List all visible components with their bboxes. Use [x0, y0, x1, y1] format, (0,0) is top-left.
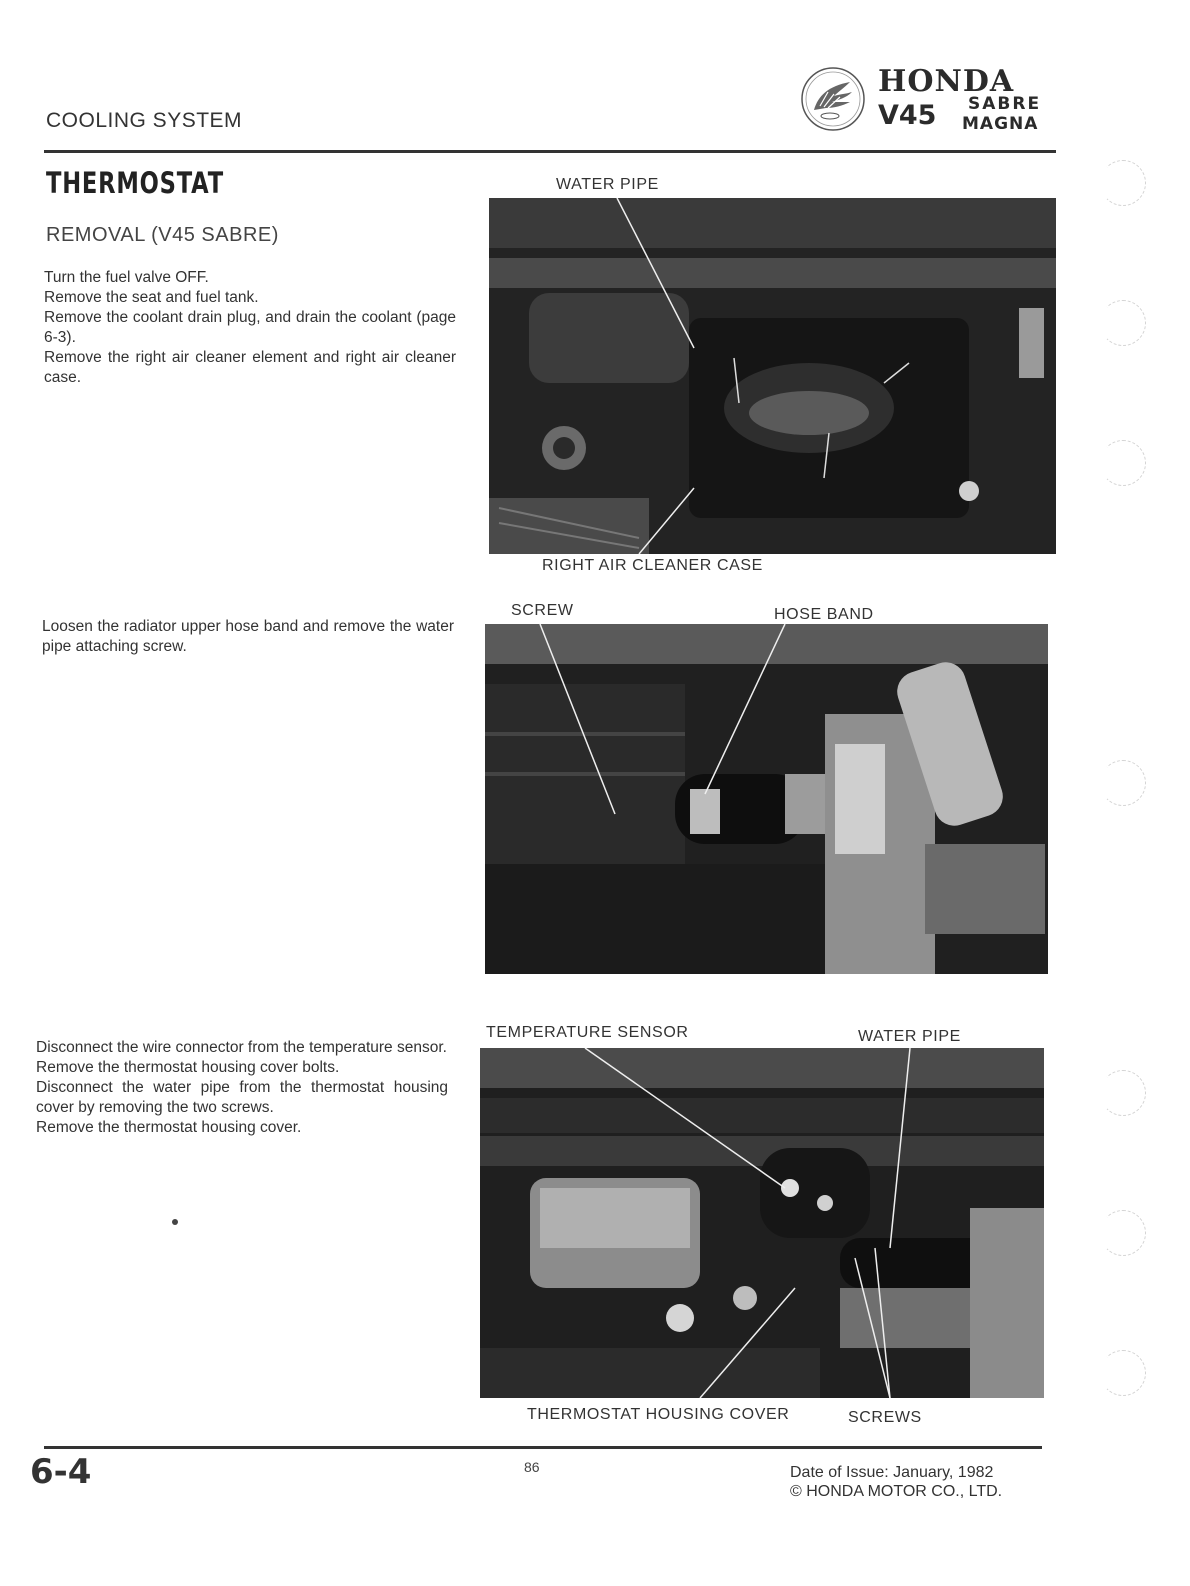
stray-mark [172, 1219, 178, 1225]
step-3-instructions [36, 1038, 448, 1138]
footer-rule [44, 1446, 1042, 1449]
photo-hose-band-screw [485, 624, 1048, 974]
binder-hole-mark [1100, 300, 1146, 346]
binder-hole-mark [1100, 160, 1146, 206]
instruction-line: Remove the thermostat housing cover bolts. [36, 1059, 340, 1076]
instruction-line: Remove the right air cleaner element and right air cleaner case. [44, 349, 456, 386]
instruction-line: Loosen the radiator upper hose band and remove the water pipe attaching screw. [42, 618, 454, 655]
copyright: © HONDA MOTOR CO., LTD. [790, 1483, 1003, 1500]
binder-hole-mark [1100, 1070, 1146, 1116]
binder-hole-mark [1100, 1350, 1146, 1396]
callout-right-air-cleaner-case: RIGHT AIR CLEANER CASE [542, 557, 763, 574]
page-subtitle: REMOVAL (V45 SABRE) [46, 224, 279, 246]
binder-hole-mark [1100, 760, 1146, 806]
header-rule [44, 150, 1056, 153]
photo-thermostat-housing [480, 1048, 1044, 1398]
instruction-line: Remove the seat and fuel tank. [44, 289, 259, 306]
logo-model: V45 [878, 100, 937, 131]
issue-date: Date of Issue: January, 1982 [790, 1464, 994, 1481]
callout-hose-band: HOSE BAND [774, 606, 874, 623]
step-1-instructions [44, 268, 456, 388]
instruction-line: Disconnect the water pipe from the thermostat housing cover by removing the two screws. [36, 1079, 448, 1116]
step-2-instructions [42, 617, 454, 657]
page-index: 86 [524, 1459, 540, 1475]
honda-v45-logo [800, 62, 1060, 138]
honda-wing-emblem-icon [800, 66, 866, 132]
photo-air-cleaner-case [489, 198, 1056, 554]
callout-screw: SCREW [511, 602, 574, 619]
instruction-line: Remove the thermostat housing cover. [36, 1119, 302, 1136]
callout-temperature-sensor: TEMPERATURE SENSOR [486, 1024, 689, 1041]
instruction-line: Remove the coolant drain plug, and drain the coolant (page 6-3). [44, 309, 456, 346]
binder-hole-mark [1100, 440, 1146, 486]
page-title: THERMOSTAT [46, 166, 224, 200]
logo-variant-magna: MAGNA [962, 114, 1039, 134]
logo-brand: HONDA [878, 64, 1015, 99]
instruction-line: Disconnect the wire connector from the temperature sensor. [36, 1039, 447, 1056]
section-title: COOLING SYSTEM [46, 109, 243, 132]
page-number: 6-4 [30, 1452, 92, 1492]
logo-variant-sabre: SABRE [968, 94, 1042, 114]
callout-thermostat-housing-cover: THERMOSTAT HOUSING COVER [527, 1406, 790, 1423]
callout-water-pipe: WATER PIPE [556, 176, 659, 193]
callout-screws: SCREWS [848, 1409, 922, 1426]
callout-water-pipe-2: WATER PIPE [858, 1028, 961, 1045]
binder-hole-mark [1100, 1210, 1146, 1256]
instruction-line: Turn the fuel valve OFF. [44, 269, 209, 286]
